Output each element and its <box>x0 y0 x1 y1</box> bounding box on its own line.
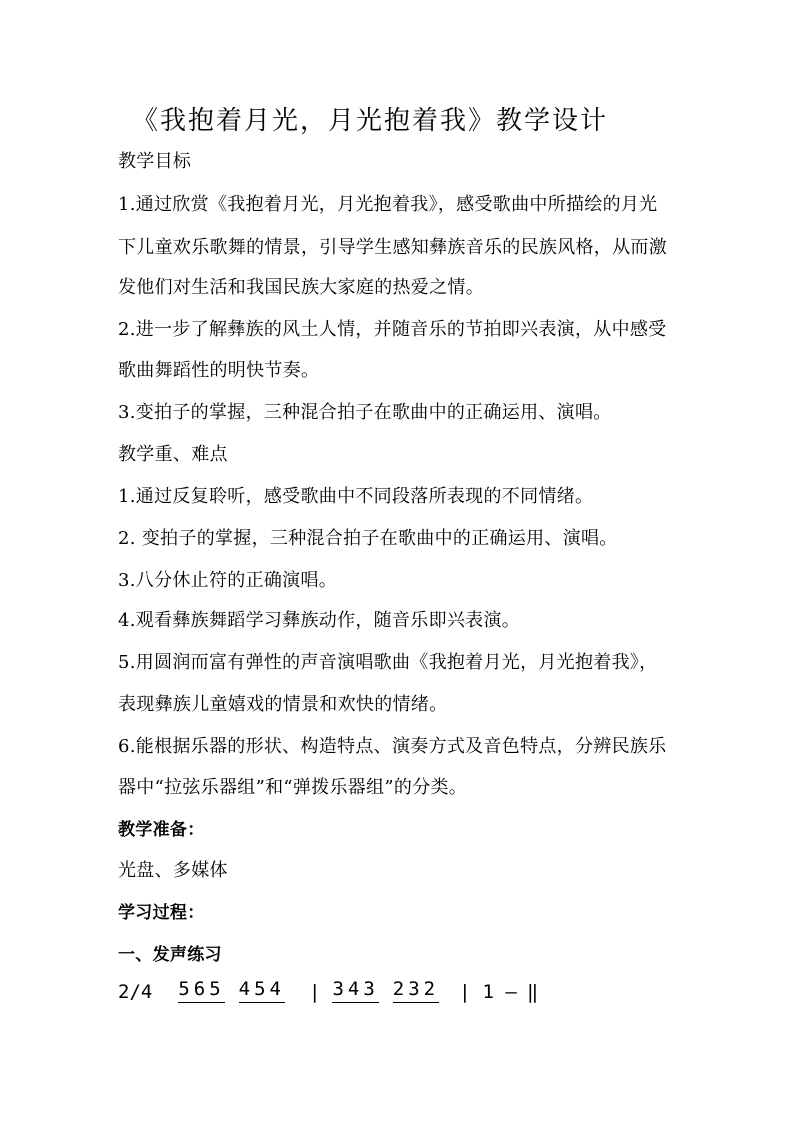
note-group: 454 <box>239 978 285 1003</box>
goal-line: 歌曲舞蹈性的明快节奏。 <box>118 360 320 381</box>
goals-heading: 教学目标 <box>118 151 192 172</box>
key-point-line: 4.观看彝族舞蹈学习彝族动作，随音乐即兴表演。 <box>118 610 521 631</box>
key-point-line: 表现彝族儿童嬉戏的情景和欢快的情绪。 <box>118 694 448 715</box>
key-point-line: 器中“拉弦乐器组”和“弹拨乐器组”的分类。 <box>118 777 468 798</box>
section1-heading: 一、发声练习 <box>118 945 222 965</box>
note-group: 232 <box>393 978 439 1003</box>
process-heading: 学习过程： <box>118 903 205 923</box>
key-point-line: 5.用圆润而富有弹性的声音演唱歌曲《我抱着月光，月光抱着我》， <box>118 652 658 673</box>
key-point-line: 3.八分休止符的正确演唱。 <box>118 570 338 591</box>
barline: | <box>459 981 471 1003</box>
key-point-line: 1.通过反复聆听，感受歌曲中不同段落所表现的不同情绪。 <box>118 486 594 507</box>
note-group: 565 <box>178 978 224 1003</box>
prep-heading: 教学准备： <box>118 820 205 840</box>
barline: | <box>308 981 321 1003</box>
prep-text: 光盘、多媒体 <box>118 860 228 881</box>
note-group: 343 <box>332 978 378 1003</box>
goal-line: 3.变拍子的掌握，三种混合拍子在歌曲中的正确运用、演唱。 <box>118 402 612 423</box>
goal-line: 下儿童欢乐歌舞的情景，引导学生感知彝族音乐的民族风格，从而激 <box>118 237 667 258</box>
goal-line: 2.进一步了解彝族的风土人情，并随音乐的节拍即兴表演，从中感受 <box>118 319 667 340</box>
key-points-heading: 教学重、难点 <box>118 444 228 465</box>
final-barline: ‖ <box>526 981 539 1003</box>
goal-line: 1.通过欣赏《我抱着月光，月光抱着我》，感受歌曲中所描绘的月光 <box>118 194 658 215</box>
key-point-line: 6.能根据乐器的形状、构造特点、演奏方式及音色特点，分辨民族乐 <box>118 736 667 757</box>
time-signature: 2/4 <box>118 981 153 1003</box>
document-title: 《我抱着月光，月光抱着我》教学设计 <box>132 106 609 136</box>
vocal-exercise-notation <box>118 978 538 1003</box>
key-point-line: 2. 变拍子的掌握，三种混合拍子在歌曲中的正确运用、演唱。 <box>118 528 618 549</box>
goal-line: 发他们对生活和我国民族大家庭的热爱之情。 <box>118 277 484 298</box>
ending-note: 1 — <box>482 981 517 1003</box>
